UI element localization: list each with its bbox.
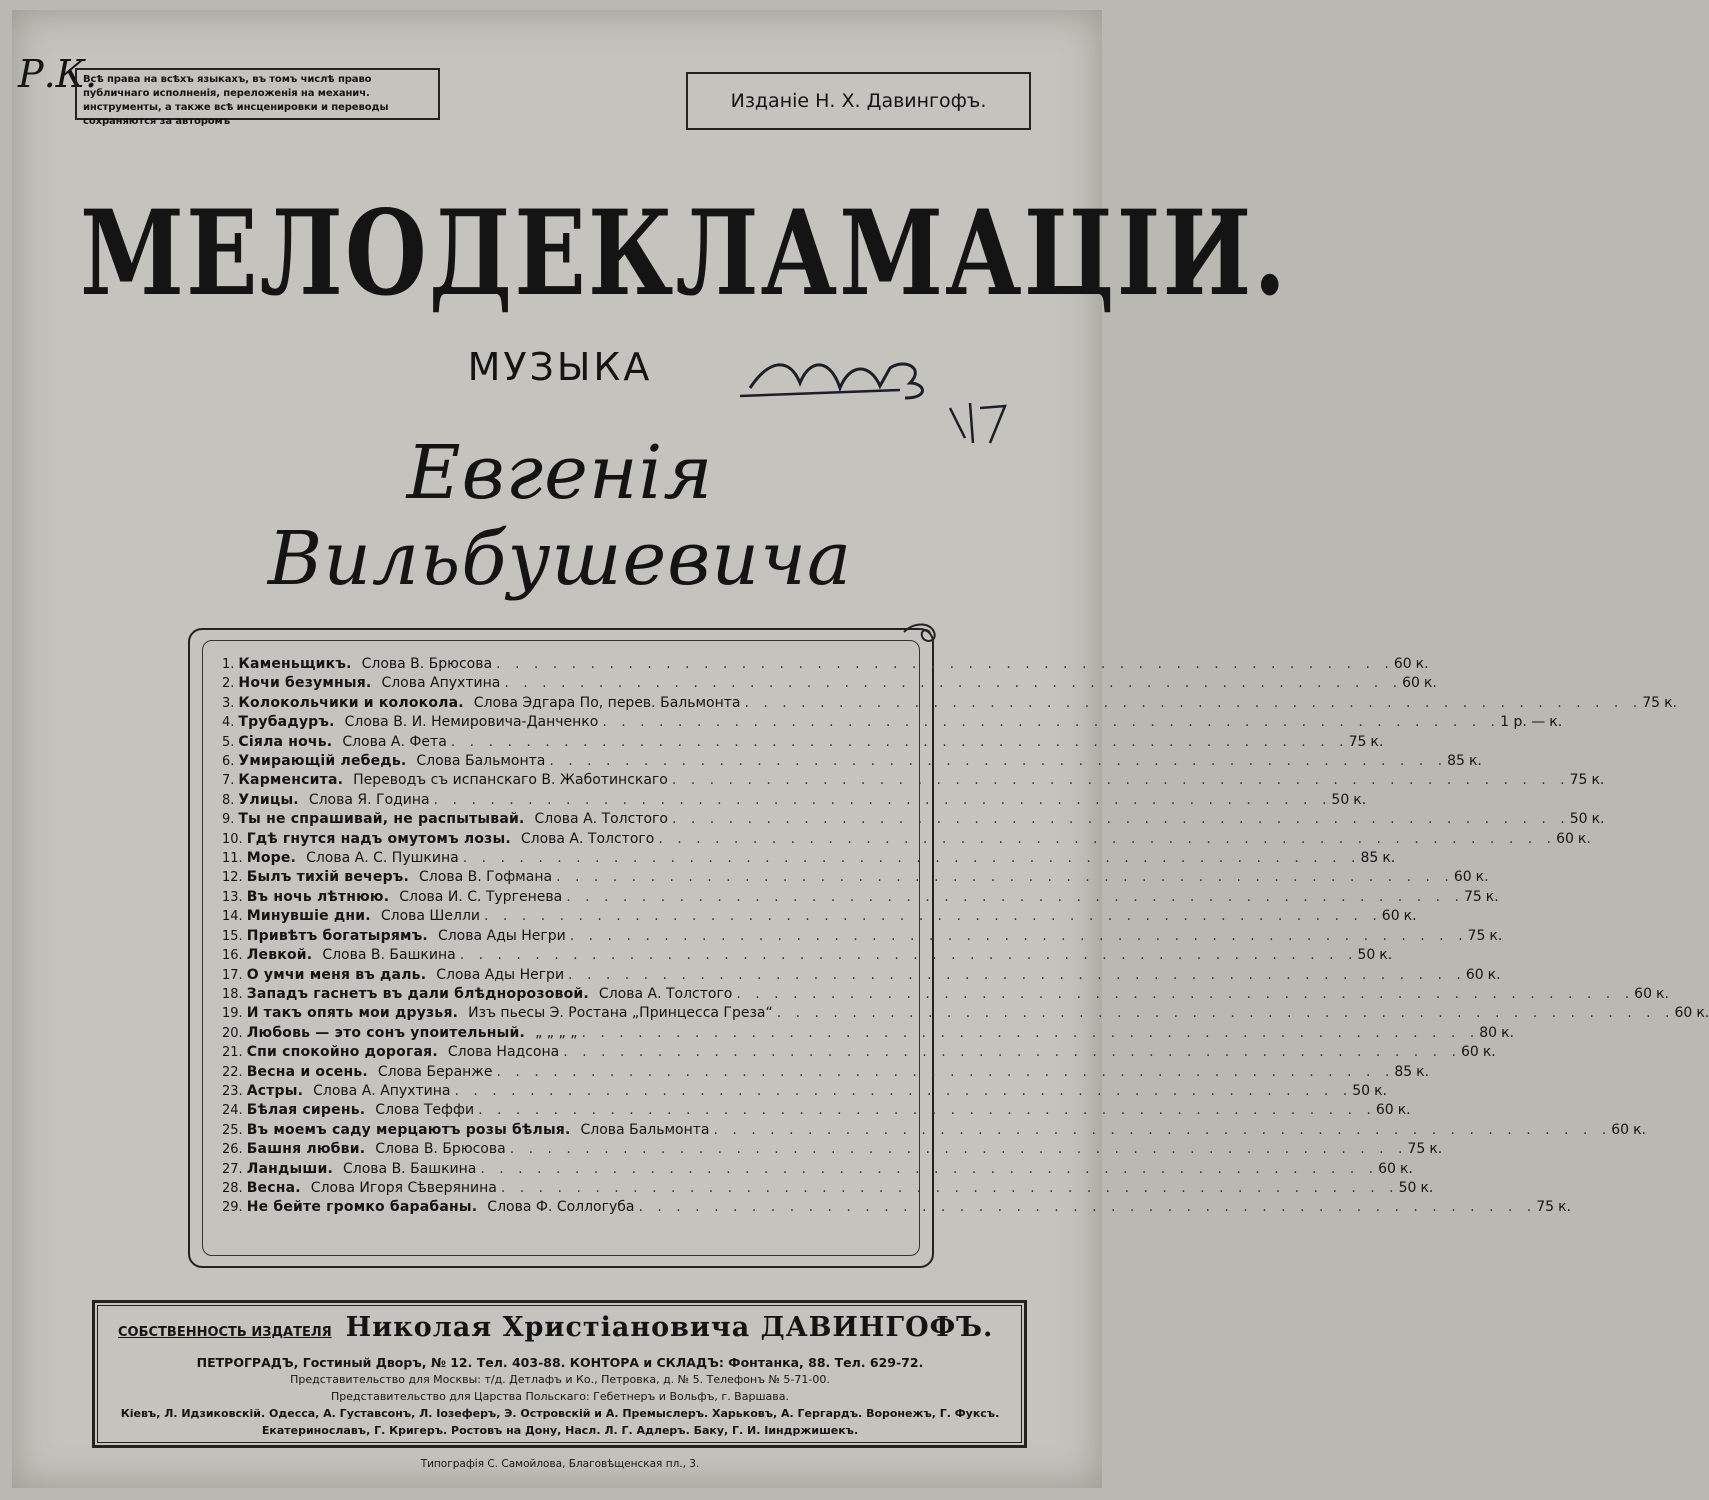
list-item [222,1160,1413,1179]
leader-dots: . . . . . . . . . . . . . . . . . . . . . . . . . . . . . . . . . . . . . . . . . . . . . . . . [776,1005,1675,1022]
leader-dots: . . . . . . . . . . . . . . . . . . . . . . . . . . . . . . . . . . . . . . . . . . . . . . . . [450,733,1349,750]
list-item [222,849,1396,868]
item-title: Каменьщикъ. [238,656,352,672]
item-price: 80 [1479,1024,1498,1041]
item-number: 10. [222,831,243,847]
item-currency: к. [1415,656,1429,672]
item-price: 60 [1381,908,1400,925]
item-number: 23. [222,1083,243,1099]
list-item [222,1179,1434,1198]
item-subtitle: Изъ пьесы Э. Ростана „Принцесса Греза“ [468,1005,773,1022]
item-title: Колокольчики и колокола. [238,694,464,711]
item-title: Гдѣ гнутся надъ омутомъ лозы. [246,830,511,847]
list-item [222,1121,1646,1140]
list-item [222,888,1499,907]
item-subtitle: Слова Ф. Соллогуба [487,1199,635,1216]
item-subtitle: Слова А. Толстого [534,811,668,828]
item-number: 8. [222,792,235,808]
item-currency: к. [1489,927,1503,944]
item-currency: к. [1379,947,1393,964]
list-item [222,830,1591,849]
item-subtitle: Слова А. Толстого [520,830,655,847]
item-currency: к. [1397,1102,1411,1119]
item-number: 15. [222,928,243,944]
item-title: Весна. [246,1179,301,1196]
leader-dots: . . . . . . . . . . . . . . . . . . . . . . . . . . . . . . . . . . . . . . . . . . . . . . . . [454,1082,1353,1099]
leader-dots: . . . . . . . . . . . . . . . . . . . . . . . . . . . . . . . . . . . . . . . . . . . . . . . . [581,1024,1480,1041]
item-title: Западъ гаснетъ въ дали блѣднорозовой. [246,985,589,1002]
list-item [222,985,1669,1004]
item-price: 60 [1402,675,1420,692]
leader-dots: . . . . . . . . . . . . . . . . . . . . . . . . . . . . . . . . . . . . . . . . . . . . . . . . [671,811,1570,828]
item-number: 13. [222,889,243,905]
leader-dots: . . . . . . . . . . . . . . . . . . . . . . . . . . . . . . . . . . . . . . . . . . . . . . . . [480,1160,1379,1177]
leader-dots: . . . . . . . . . . . . . . . . . . . . . . . . . . . . . . . . . . . . . . . . . . . . . . . . [638,1199,1537,1216]
item-title: Любовь — это сонъ упоительный. [246,1024,526,1041]
item-price: 75 [1467,927,1486,944]
item-subtitle: Переводъ съ испанскаго В. Жаботинскаго [353,772,668,789]
item-number: 17. [222,967,243,983]
item-subtitle: Слова В. Башкина [343,1160,477,1177]
list-item [222,1082,1387,1101]
leader-dots: . . . . . . . . . . . . . . . . . . . . . . . . . . . . . . . . . . . . . . . . . . . . . . . . [496,1063,1395,1080]
item-currency: к. [1403,908,1417,925]
item-number: 5. [222,734,235,750]
item-number: 1. [222,657,235,672]
item-subtitle: Слова Ады Негри [437,927,566,944]
list-item [222,1198,1571,1217]
list-item [222,1140,1443,1159]
leader-dots: . . . . . . . . . . . . . . . . . . . . . . . . . . . . . . . . . . . . . . . . . . . . . . . . [459,947,1358,964]
item-title: Башня любви. [246,1141,366,1158]
list-item [222,1024,1514,1043]
item-price: 60 [1393,656,1412,672]
leader-dots: . . . . . . . . . . . . . . . . . . . . . . . . . . . . . . . . . . . . . . . . . . . . . . . . [713,1121,1612,1138]
item-price: 85 [1394,1063,1413,1080]
item-number: 11. [222,851,243,867]
item-title: Карменсита. [238,772,344,789]
item-subtitle: Слова В. Гофмана [419,869,553,886]
item-price: 75 [1463,888,1482,905]
item-number: 4. [222,715,235,731]
handwritten-scribble-icon [740,348,940,408]
item-currency: к. [1633,1121,1646,1138]
item-number: 6. [222,754,235,770]
page-title: МЕЛОДЕКЛАМАЦІИ. [80,185,1289,323]
owner-label: СОБСТВЕННОСТЬ ИЗДАТЕЛЯ [118,1325,332,1340]
item-number: 29. [222,1200,243,1216]
item-price: 60 [1634,985,1652,1002]
item-price: 50 [1569,811,1588,828]
item-currency: к. [1482,1044,1496,1061]
item-subtitle: Слова В. И. Немировича-Данченко [344,714,599,731]
item-subtitle: Слова В. Башкина [322,947,456,964]
list-item [222,752,1482,771]
footer-address-line: ПЕТРОГРАДЪ, Гостиный Дворъ, № 12. Тел. 403-88. КОНТОРА и СКЛАДЪ: Фонтанка, 88. Тел. 629-72. [196,1355,924,1370]
list-item [222,655,1429,674]
music-label: МУЗЫКА [467,345,653,389]
item-currency: к. [1475,869,1489,886]
item-title: Ночи безумныя. [238,675,372,692]
item-currency: к. [1416,1063,1430,1080]
item-price: 75 [1536,1199,1555,1216]
item-title: Ты не спрашивай, не распытывай. [238,811,525,828]
frame-ornament-icon [900,618,946,648]
item-subtitle: Слова В. Брюсова [375,1141,506,1158]
item-title: Улицы. [238,791,299,808]
footer-agents-line: Кіевъ, Л. Идзиковскій. Одесса, А. Густавсонъ, Л. Іозеферъ, Э. Островскій и А. Премыслеръ. Харьковъ, А. Гергардъ. Воронежъ, Г. Фуксъ. [120,1407,1000,1420]
item-price: 85 [1447,753,1465,770]
item-currency: к. [1423,675,1437,692]
item-title: Трубадуръ. [238,714,335,731]
item-price: 60 [1378,1160,1396,1177]
item-title: Море. [246,850,297,867]
list-item [222,771,1605,790]
item-currency: к. [1591,811,1605,828]
item-price: 60 [1556,830,1574,847]
item-subtitle: Слова И. С. Тургенева [399,888,563,905]
list-item [222,1004,1709,1023]
item-number: 2. [222,676,235,692]
item-price: 50 [1331,791,1350,808]
item-price: 60 [1453,869,1472,886]
item-title: Сіяла ночь. [238,733,333,750]
leader-dots: . . . . . . . . . . . . . . . . . . . . . . . . . . . . . . . . . . . . . . . . . . . . . . . . [569,927,1468,944]
composer-name: Евгенія Вильбушевича [267,430,853,602]
item-subtitle: Слова Шелли [380,908,480,925]
owner-name: Николая Христіановича ДАВИНГОФЪ. [345,1312,994,1343]
leader-dots: . . . . . . . . . . . . . . . . . . . . . . . . . . . . . . . . . . . . . . . . . . . . . . . . [504,675,1403,692]
item-title: Спи спокойно дорогая. [246,1044,438,1061]
list-item [222,674,1437,693]
item-number: 22. [222,1064,243,1080]
leader-dots: . . . . . . . . . . . . . . . . . . . . . . . . . . . . . . . . . . . . . . . . . . . . . . . . [509,1141,1408,1158]
item-price: 60 [1460,1044,1479,1061]
item-currency: к. [1353,791,1367,808]
leader-dots: . . . . . . . . . . . . . . . . . . . . . . . . . . . . . . . . . . . . . . . . . . . . . . . . [478,1102,1376,1119]
footer-agents-line-2: Екатеринославъ, Г. Кригеръ. Ростовъ на Дону, Насл. Л. Г. Адлеръ. Баку, Г. И. Іиндржишекъ. [261,1424,859,1437]
item-number: 9. [222,812,235,828]
footer-poland-line: Представительство для Царства Польскаго: Гебетнеръ и Вольфъ, г. Варшава. [331,1390,789,1403]
list-item [222,946,1393,965]
item-currency: к. [1577,830,1591,847]
leader-dots: . . . . . . . . . . . . . . . . . . . . . . . . . . . . . . . . . . . . . . . . . . . . . . . . [744,694,1643,711]
item-price: 60 [1465,966,1484,983]
leader-dots: . . . . . . . . . . . . . . . . . . . . . . . . . . . . . . . . . . . . . . . . . . . . . . . . [563,1044,1461,1061]
list-item [222,1063,1430,1082]
item-title: Умирающій лебедь. [238,753,407,770]
item-subtitle: Слова Бальмонта [416,753,546,770]
item-currency: к. [1420,1179,1434,1196]
item-subtitle: Слова Игоря Сѣверянина [310,1179,497,1196]
leader-dots: . . . . . . . . . . . . . . . . . . . . . . . . . . . . . . . . . . . . . . . . . . . . . . . . [658,830,1557,847]
item-subtitle: Слова Эдгара По, перев. Бальмонта [473,694,741,711]
footer-moscow-line: Представительство для Москвы: т/д. Детлафъ и Ко., Петровка, д. № 5. Телефонъ № 5-71-00. [290,1373,830,1386]
item-price: 85 [1360,850,1379,867]
item-subtitle: „ „ „ „ [535,1024,578,1041]
item-currency: к. [1696,1005,1709,1022]
item-title: Весна и осень. [246,1063,368,1080]
item-subtitle: Слова Ады Негри [436,966,565,983]
item-title: Въ моемъ саду мерцаютъ розы бѣлыя. [246,1121,571,1138]
item-price: 75 [1569,772,1588,789]
list-item [222,733,1384,752]
item-currency: к. [1655,985,1669,1002]
item-subtitle: Слова А. Толстого [598,985,733,1002]
list-item [222,810,1605,829]
item-number: 18. [222,986,243,1002]
item-subtitle: Слова Бальмонта [580,1121,710,1138]
item-price: 75 [1642,694,1661,711]
item-number: 19. [222,1006,243,1022]
leader-dots: . . . . . . . . . . . . . . . . . . . . . . . . . . . . . . . . . . . . . . . . . . . . . . . . [433,791,1332,808]
leader-dots: . . . . . . . . . . . . . . . . . . . . . . . . . . . . . . . . . . . . . . . . . . . . . . . . [566,888,1464,905]
list-item [222,713,1563,732]
item-title: Не бейте громко барабаны. [246,1199,478,1216]
item-number: 24. [222,1103,243,1119]
item-price: 60 [1611,1121,1630,1138]
list-item [222,1101,1411,1120]
publisher-label: Изданіе Н. Х. Давингофъ. [686,72,1031,130]
item-title: Былъ тихій вечеръ. [246,869,410,886]
item-subtitle: Слова А. С. Пушкина [306,850,459,867]
item-price: 50 [1398,1179,1417,1196]
item-currency: к. [1399,1160,1413,1177]
item-currency: к. [1591,772,1605,789]
list-item [222,966,1501,985]
leader-dots: . . . . . . . . . . . . . . . . . . . . . . . . . . . . . . . . . . . . . . . . . . . . . . . . [500,1179,1399,1196]
item-number: 3. [222,695,235,711]
leader-dots: . . . . . . . . . . . . . . . . . . . . . . . . . . . . . . . . . . . . . . . . . . . . . . . . [556,869,1454,886]
handwritten-mark: Р.К. [18,52,98,96]
rights-notice: Всѣ права на всѣхъ языкахъ, въ томъ числѣ право публичнаго исполненія, переложенія на механич. инструменты, а также всѣ инсценировки и переводы сохраняются за авторомъ [75,68,440,120]
list-item [222,1043,1496,1062]
item-title: О умчи меня въ даль. [246,966,427,983]
item-price: 75 [1348,733,1367,750]
item-price: 75 [1407,1141,1426,1158]
leader-dots: . . . . . . . . . . . . . . . . . . . . . . . . . . . . . . . . . . . . . . . . . . . . . . . . [602,714,1501,731]
item-price: 50 [1357,947,1376,964]
list-item [222,694,1677,713]
leader-dots: . . . . . . . . . . . . . . . . . . . . . . . . . . . . . . . . . . . . . . . . . . . . . . . . [568,966,1466,983]
printer-line: Типографія С. Самойлова, Благовѣщенская пл., 3. [420,1458,700,1470]
item-price: 1 р. — [1500,714,1546,731]
list-item [222,791,1367,810]
leader-dots: . . . . . . . . . . . . . . . . . . . . . . . . . . . . . . . . . . . . . . . . . . . . . . . . [484,908,1382,925]
item-currency: к. [1429,1141,1443,1158]
item-subtitle: Слова Я. Година [308,791,430,808]
item-price: 60 [1674,1005,1693,1022]
item-title: Ландыши. [246,1160,333,1177]
list-item [222,907,1417,926]
leader-dots: . . . . . . . . . . . . . . . . . . . . . . . . . . . . . . . . . . . . . . . . . . . . . . . . [549,753,1448,770]
item-subtitle: Слова Теффи [375,1102,475,1119]
item-number: 16. [222,948,243,964]
leader-dots: . . . . . . . . . . . . . . . . . . . . . . . . . . . . . . . . . . . . . . . . . . . . . . . . [671,772,1570,789]
item-number: 14. [222,909,243,925]
list-item [222,927,1503,946]
item-currency: к. [1468,753,1482,770]
item-number: 28. [222,1180,243,1196]
list-item [222,868,1489,887]
item-title: Левкой. [246,947,313,964]
leader-dots: . . . . . . . . . . . . . . . . . . . . . . . . . . . . . . . . . . . . . . . . . . . . . . . . [496,656,1394,672]
item-title: Бѣлая сирень. [246,1102,366,1119]
item-currency: к. [1485,888,1499,905]
item-subtitle: Слова А. Апухтина [313,1082,451,1099]
contents-list [222,655,1709,1218]
item-price: 60 [1375,1102,1394,1119]
item-title: Астры. [246,1082,304,1099]
item-currency: к. [1664,694,1677,711]
item-subtitle: Слова Надсона [447,1044,560,1061]
item-title: И такъ опять мои друзья. [246,1005,459,1022]
item-number: 26. [222,1142,243,1158]
item-subtitle: Слова В. Брюсова [361,656,493,672]
leader-dots: . . . . . . . . . . . . . . . . . . . . . . . . . . . . . . . . . . . . . . . . . . . . . . . . [736,985,1635,1002]
item-subtitle: Слова Апухтина [381,675,501,692]
item-subtitle: Слова Беранже [377,1063,493,1080]
item-subtitle: Слова А. Фета [342,733,447,750]
item-number: 21. [222,1045,243,1061]
item-currency: к. [1382,850,1396,867]
item-title: Въ ночь лѣтнюю. [246,888,390,905]
owner-row [118,1312,998,1343]
item-number: 25. [222,1122,243,1138]
item-currency: к. [1558,1199,1571,1216]
item-number: 12. [222,870,243,886]
item-currency: к. [1370,733,1384,750]
item-number: 27. [222,1161,243,1177]
item-currency: к. [1487,966,1501,983]
item-number: 20. [222,1025,243,1041]
item-number: 7. [222,773,235,789]
leader-dots: . . . . . . . . . . . . . . . . . . . . . . . . . . . . . . . . . . . . . . . . . . . . . . . . [462,850,1361,867]
item-currency: к. [1549,714,1563,731]
item-currency: к. [1501,1024,1514,1041]
item-price: 50 [1352,1082,1371,1099]
item-currency: к. [1374,1082,1387,1099]
item-title: Привѣтъ богатырямъ. [246,927,428,944]
item-title: Минувшіе дни. [246,908,371,925]
